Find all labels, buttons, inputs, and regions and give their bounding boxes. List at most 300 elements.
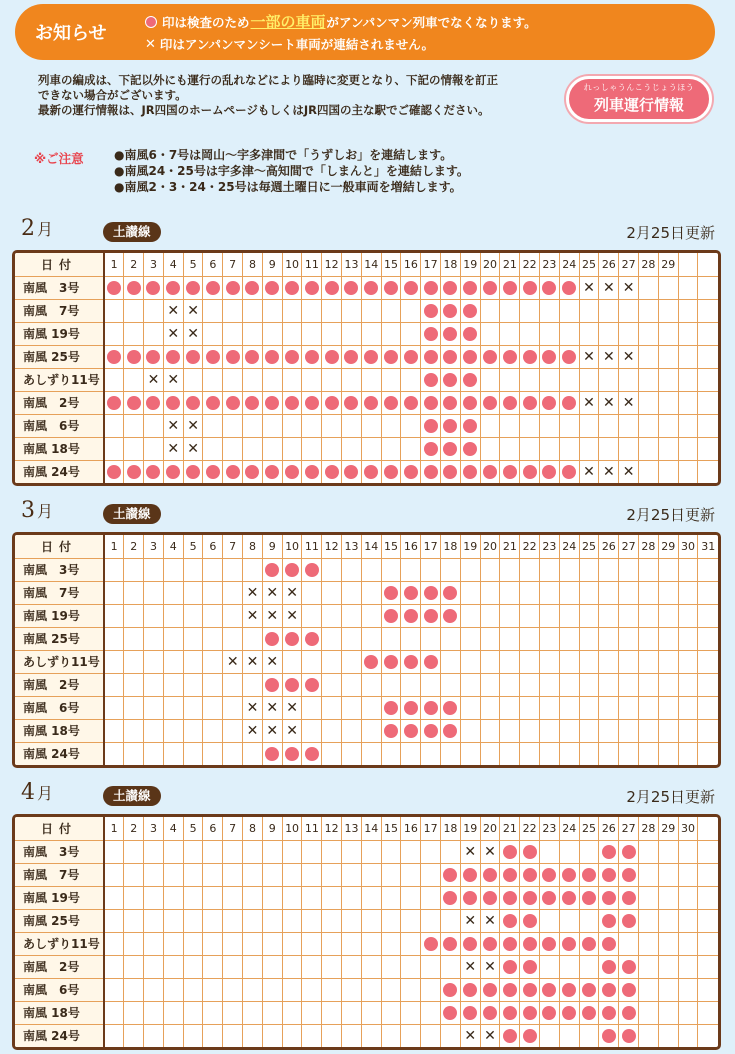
train-name: 南風 25号 <box>15 909 104 932</box>
day-cell <box>381 863 401 886</box>
day-cell <box>124 581 144 604</box>
pink-dot-icon <box>127 396 141 410</box>
day-cell <box>540 460 560 483</box>
pink-dot-icon <box>226 396 240 410</box>
day-cell <box>460 696 480 719</box>
day-cell <box>203 299 223 322</box>
cross-icon: ✕ <box>286 722 298 739</box>
day-cell <box>302 414 322 437</box>
day-number: 29 <box>658 817 678 840</box>
day-number: 12 <box>322 817 342 840</box>
day-cell <box>342 345 362 368</box>
cross-icon: ✕ <box>602 279 615 296</box>
day-cell <box>520 863 540 886</box>
day-cell <box>381 391 401 414</box>
day-cell <box>361 1024 381 1047</box>
day-cell <box>243 368 263 391</box>
day-cell <box>401 581 421 604</box>
notice-line1-pre: 印は検査のため <box>162 14 250 30</box>
day-number: 16 <box>401 253 421 276</box>
operation-info-button[interactable] <box>566 76 712 122</box>
day-cell <box>144 1001 164 1024</box>
day-cell <box>302 886 322 909</box>
day-cell <box>381 886 401 909</box>
pink-dot-icon <box>424 350 438 364</box>
day-number: 27 <box>619 253 639 276</box>
day-cell <box>223 742 243 765</box>
pink-dot-icon <box>146 281 160 295</box>
day-cell <box>302 696 322 719</box>
day-number: 5 <box>183 253 203 276</box>
day-cell <box>658 322 678 345</box>
train-name: 南風 6号 <box>15 978 104 1001</box>
day-cell <box>243 299 263 322</box>
day-cell <box>540 391 560 414</box>
pink-dot-icon <box>443 442 457 456</box>
train-row <box>15 886 718 909</box>
day-cell <box>599 460 619 483</box>
day-cell <box>599 391 619 414</box>
day-cell <box>559 368 579 391</box>
day-cell <box>223 276 243 299</box>
pink-dot-icon <box>384 609 398 623</box>
day-number: 25 <box>579 817 599 840</box>
pink-dot-icon <box>206 281 220 295</box>
day-cell <box>698 1001 718 1024</box>
day-number: 12 <box>322 253 342 276</box>
day-cell <box>540 322 560 345</box>
day-number: 16 <box>401 817 421 840</box>
train-row <box>15 460 718 483</box>
day-cell <box>243 558 263 581</box>
day-cell <box>500 1001 520 1024</box>
day-cell <box>579 978 599 1001</box>
pink-dot-icon <box>602 937 616 951</box>
day-cell <box>619 840 639 863</box>
cross-icon: ✕ <box>583 279 595 296</box>
pink-dot-icon <box>443 937 457 951</box>
day-cell <box>322 437 342 460</box>
day-cell <box>322 558 342 581</box>
pink-dot-icon <box>404 281 418 295</box>
cross-icon: ✕ <box>187 302 199 319</box>
day-cell <box>163 978 183 1001</box>
notice-line-cross <box>145 35 537 53</box>
day-cell <box>678 437 698 460</box>
day-cell <box>183 604 203 627</box>
day-number: 20 <box>480 817 500 840</box>
day-cell <box>282 627 302 650</box>
train-row <box>15 437 718 460</box>
day-cell <box>302 322 322 345</box>
pink-dot-icon <box>503 465 517 479</box>
day-cell <box>401 955 421 978</box>
pink-dot-icon <box>384 655 398 669</box>
pink-dot-icon <box>503 983 517 997</box>
day-cell <box>322 863 342 886</box>
pink-dot-icon <box>245 396 259 410</box>
day-cell <box>401 932 421 955</box>
day-cell <box>342 863 362 886</box>
day-cell <box>183 650 203 673</box>
day-cell <box>619 742 639 765</box>
day-cell <box>639 673 659 696</box>
pink-dot-icon <box>166 465 180 479</box>
day-cell <box>678 414 698 437</box>
day-cell <box>243 719 263 742</box>
day-cell <box>144 460 164 483</box>
day-number: 1 <box>104 253 124 276</box>
day-cell <box>460 368 480 391</box>
day-cell <box>579 368 599 391</box>
day-cell <box>678 391 698 414</box>
pink-dot-icon <box>582 937 596 951</box>
day-cell <box>243 437 263 460</box>
day-cell <box>223 345 243 368</box>
pink-dot-icon <box>325 350 339 364</box>
day-cell <box>124 978 144 1001</box>
cross-icon: ✕ <box>286 607 298 624</box>
day-cell <box>124 650 144 673</box>
day-cell <box>520 391 540 414</box>
day-cell <box>421 886 441 909</box>
cross-icon: ✕ <box>187 417 199 434</box>
train-name: 南風 2号 <box>15 955 104 978</box>
pink-dot-icon <box>463 868 477 882</box>
day-number: 9 <box>262 817 282 840</box>
operation-info-ruby: れっしゃうんこうじょうほう <box>583 83 695 92</box>
day-cell <box>144 650 164 673</box>
day-cell <box>342 368 362 391</box>
pink-dot-icon <box>562 937 576 951</box>
pink-dot-icon <box>364 281 378 295</box>
day-cell <box>500 978 520 1001</box>
day-cell <box>401 437 421 460</box>
day-cell <box>678 650 698 673</box>
schedule-table-feb <box>12 250 721 486</box>
pink-dot-icon <box>582 1006 596 1020</box>
train-row <box>15 978 718 1001</box>
day-cell <box>183 391 203 414</box>
day-cell <box>540 932 560 955</box>
day-cell <box>163 650 183 673</box>
day-number: 5 <box>183 535 203 558</box>
day-cell <box>678 719 698 742</box>
day-cell <box>124 627 144 650</box>
day-cell <box>678 932 698 955</box>
pink-dot-icon <box>206 396 220 410</box>
day-cell <box>144 437 164 460</box>
day-cell <box>223 909 243 932</box>
day-cell <box>342 909 362 932</box>
day-cell <box>698 909 718 932</box>
day-number: 6 <box>203 817 223 840</box>
day-cell <box>500 391 520 414</box>
day-cell <box>342 414 362 437</box>
day-cell <box>579 673 599 696</box>
pink-dot-icon <box>166 396 180 410</box>
day-cell <box>480 414 500 437</box>
pink-dot-icon <box>404 586 418 600</box>
pink-dot-icon <box>265 396 279 410</box>
day-cell <box>500 437 520 460</box>
day-cell <box>441 581 461 604</box>
day-cell <box>203 696 223 719</box>
pink-dot-icon <box>483 465 497 479</box>
pink-dot-icon <box>146 465 160 479</box>
day-cell <box>540 368 560 391</box>
day-cell <box>500 650 520 673</box>
day-cell <box>460 932 480 955</box>
day-cell <box>619 627 639 650</box>
day-number: 8 <box>243 535 263 558</box>
day-cell <box>282 650 302 673</box>
day-cell <box>361 604 381 627</box>
day-cell <box>361 650 381 673</box>
day-number: 25 <box>579 253 599 276</box>
cross-icon: ✕ <box>622 279 635 296</box>
pink-dot-icon <box>265 563 279 577</box>
day-cell <box>183 558 203 581</box>
pink-dot-icon <box>622 983 636 997</box>
day-number: 6 <box>203 535 223 558</box>
day-cell <box>658 673 678 696</box>
day-cell <box>421 558 441 581</box>
pink-dot-icon <box>542 868 556 882</box>
pink-dot-icon <box>463 465 477 479</box>
day-cell <box>361 414 381 437</box>
pink-dot-icon <box>424 373 438 387</box>
day-cell <box>243 886 263 909</box>
pink-dot-icon <box>285 281 299 295</box>
day-cell <box>342 955 362 978</box>
pink-dot-icon <box>483 396 497 410</box>
day-cell <box>460 1001 480 1024</box>
pink-dot-icon <box>206 350 220 364</box>
day-cell <box>203 650 223 673</box>
train-row <box>15 276 718 299</box>
day-cell <box>262 627 282 650</box>
day-cell <box>480 558 500 581</box>
day-cell <box>361 437 381 460</box>
day-cell <box>361 886 381 909</box>
day-cell <box>302 581 322 604</box>
cross-icon: ✕ <box>602 348 615 365</box>
day-cell <box>540 345 560 368</box>
day-cell <box>302 460 322 483</box>
cross-icon: ✕ <box>226 653 239 670</box>
day-cell <box>460 299 480 322</box>
train-row <box>15 1024 718 1047</box>
day-cell <box>599 276 619 299</box>
schedule-table-apr <box>12 814 721 1050</box>
pink-dot-icon <box>325 396 339 410</box>
day-cell <box>500 1024 520 1047</box>
cross-icon: ✕ <box>622 394 635 411</box>
day-cell <box>421 414 441 437</box>
day-cell <box>342 650 362 673</box>
pink-dot-icon <box>305 747 319 761</box>
pink-dot-icon <box>285 563 299 577</box>
day-cell <box>163 276 183 299</box>
day-cell <box>104 414 124 437</box>
day-cell <box>282 978 302 1001</box>
pink-dot-icon <box>305 396 319 410</box>
day-cell <box>599 719 619 742</box>
pink-dot-icon <box>483 983 497 997</box>
day-cell <box>163 909 183 932</box>
day-cell <box>540 955 560 978</box>
day-cell <box>579 650 599 673</box>
day-cell <box>243 673 263 696</box>
day-cell <box>421 368 441 391</box>
day-number: 15 <box>381 817 401 840</box>
pink-dot-icon <box>245 465 259 479</box>
day-cell <box>342 840 362 863</box>
day-cell <box>639 742 659 765</box>
pink-dot-icon <box>384 350 398 364</box>
day-cell <box>441 955 461 978</box>
day-cell <box>223 863 243 886</box>
day-cell <box>203 955 223 978</box>
pink-dot-icon <box>483 1006 497 1020</box>
pink-dot-icon <box>424 465 438 479</box>
day-cell <box>441 345 461 368</box>
train-name: 南風 3号 <box>15 276 104 299</box>
pink-dot-icon <box>483 891 497 905</box>
day-cell <box>678 627 698 650</box>
day-cell <box>421 437 441 460</box>
day-cell <box>322 673 342 696</box>
day-cell <box>540 742 560 765</box>
day-cell <box>381 650 401 673</box>
cross-icon: ✕ <box>286 584 298 601</box>
day-cell <box>203 886 223 909</box>
day-cell <box>639 932 659 955</box>
schedule-grid <box>15 817 718 1047</box>
train-row <box>15 909 718 932</box>
day-cell <box>579 955 599 978</box>
day-cell <box>559 299 579 322</box>
train-name: 南風 7号 <box>15 299 104 322</box>
day-cell <box>500 368 520 391</box>
day-cell <box>104 696 124 719</box>
day-cell <box>698 391 718 414</box>
cross-icon: ✕ <box>583 394 595 411</box>
day-cell <box>322 840 342 863</box>
day-cell <box>441 696 461 719</box>
day-cell <box>658 719 678 742</box>
day-cell <box>540 696 560 719</box>
pink-dot-icon <box>226 465 240 479</box>
train-name: 南風 24号 <box>15 460 104 483</box>
pink-dot-icon <box>344 350 358 364</box>
day-cell <box>421 460 441 483</box>
cross-icon: ✕ <box>484 843 496 860</box>
day-cell <box>282 322 302 345</box>
day-cell <box>361 345 381 368</box>
day-cell <box>282 604 302 627</box>
day-cell <box>441 391 461 414</box>
day-cell <box>460 627 480 650</box>
day-number: 4 <box>163 535 183 558</box>
day-cell <box>104 299 124 322</box>
day-cell <box>441 932 461 955</box>
day-cell <box>401 558 421 581</box>
cross-icon: ✕ <box>187 325 199 342</box>
pink-dot-icon <box>582 983 596 997</box>
day-cell <box>104 978 124 1001</box>
day-cell <box>183 276 203 299</box>
caution-item: ●南風6・7号は岡山～宇多津間で「うずしお」を連結します。 <box>114 148 453 162</box>
day-cell <box>282 558 302 581</box>
pink-dot-icon <box>523 281 537 295</box>
day-cell <box>599 414 619 437</box>
day-cell <box>203 978 223 1001</box>
day-cell <box>579 863 599 886</box>
day-cell <box>183 581 203 604</box>
day-cell <box>163 955 183 978</box>
day-cell <box>361 391 381 414</box>
day-cell <box>144 391 164 414</box>
cross-icon: ✕ <box>464 912 477 929</box>
train-name: 南風 3号 <box>15 558 104 581</box>
day-cell <box>619 558 639 581</box>
day-cell <box>342 1001 362 1024</box>
day-cell <box>302 604 322 627</box>
day-cell <box>262 1024 282 1047</box>
day-cell <box>559 863 579 886</box>
train-row <box>15 742 718 765</box>
day-cell <box>144 414 164 437</box>
caution-list <box>114 147 469 195</box>
day-cell <box>421 345 441 368</box>
train-row <box>15 627 718 650</box>
train-row <box>15 955 718 978</box>
day-cell <box>480 276 500 299</box>
day-cell <box>619 650 639 673</box>
day-cell <box>658 1001 678 1024</box>
day-cell <box>361 322 381 345</box>
schedule-grid <box>15 535 718 765</box>
day-number: 21 <box>500 817 520 840</box>
day-number: 14 <box>361 817 381 840</box>
date-header-row <box>15 535 718 558</box>
day-cell <box>124 696 144 719</box>
pink-dot-icon <box>503 891 517 905</box>
day-cell <box>243 840 263 863</box>
day-cell <box>144 886 164 909</box>
day-cell <box>559 437 579 460</box>
day-cell <box>619 368 639 391</box>
day-cell <box>223 414 243 437</box>
day-cell <box>599 581 619 604</box>
pink-dot-icon <box>443 891 457 905</box>
day-cell <box>203 604 223 627</box>
day-cell <box>698 840 718 863</box>
day-cell <box>520 650 540 673</box>
day-cell <box>144 978 164 1001</box>
day-cell <box>342 932 362 955</box>
day-cell <box>480 840 500 863</box>
day-cell <box>322 299 342 322</box>
day-cell <box>500 955 520 978</box>
day-cell <box>223 955 243 978</box>
day-cell <box>441 978 461 1001</box>
day-cell <box>302 1001 322 1024</box>
day-cell <box>144 1024 164 1047</box>
day-cell <box>520 604 540 627</box>
